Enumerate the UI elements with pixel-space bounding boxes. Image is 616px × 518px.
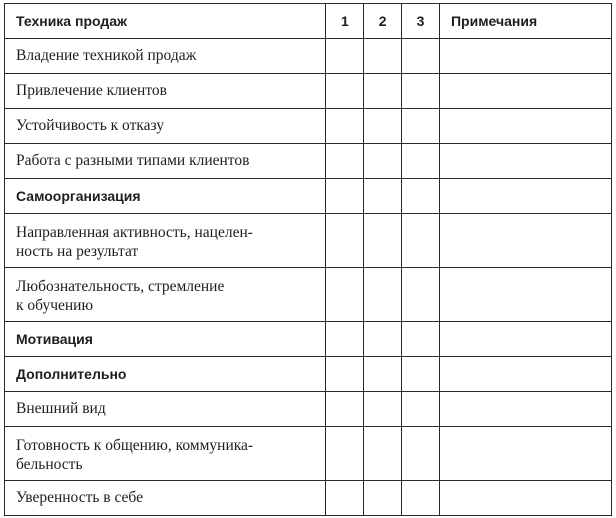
score-2-cell[interactable]	[364, 268, 402, 322]
score-2-cell[interactable]	[364, 144, 402, 179]
header-notes: Примечания	[439, 4, 611, 39]
score-1-cell[interactable]	[326, 74, 364, 109]
criterion-label: Работа с разными типами клиентов	[5, 144, 326, 179]
evaluation-table	[4, 3, 612, 516]
section-header-row	[5, 357, 612, 392]
score-3-cell[interactable]	[402, 179, 440, 214]
score-3-cell[interactable]	[402, 109, 440, 144]
notes-cell[interactable]	[439, 357, 611, 392]
score-2-cell[interactable]	[364, 74, 402, 109]
header-score-3: 3	[402, 4, 440, 39]
criterion-row	[5, 427, 612, 481]
header-score-1: 1	[326, 4, 364, 39]
score-1-cell[interactable]	[326, 109, 364, 144]
score-1-cell[interactable]	[326, 268, 364, 322]
score-3-cell[interactable]	[402, 392, 440, 427]
score-2-cell[interactable]	[364, 109, 402, 144]
header-score-2: 2	[364, 4, 402, 39]
section-title: Мотивация	[5, 322, 326, 357]
criterion-row	[5, 481, 612, 516]
score-1-cell[interactable]	[326, 427, 364, 481]
score-3-cell[interactable]	[402, 144, 440, 179]
score-3-cell[interactable]	[402, 39, 440, 74]
score-3-cell[interactable]	[402, 214, 440, 268]
criterion-row	[5, 392, 612, 427]
notes-cell[interactable]	[439, 214, 611, 268]
notes-cell[interactable]	[439, 179, 611, 214]
score-2-cell[interactable]	[364, 481, 402, 516]
criterion-row	[5, 39, 612, 74]
header-section-title: Техника продаж	[5, 4, 326, 39]
notes-cell[interactable]	[439, 322, 611, 357]
score-2-cell[interactable]	[364, 179, 402, 214]
score-3-cell[interactable]	[402, 268, 440, 322]
score-3-cell[interactable]	[402, 427, 440, 481]
criterion-label-line: к обучению	[16, 296, 94, 314]
criterion-label	[5, 214, 326, 268]
criterion-label	[5, 427, 326, 481]
criterion-label: Внешний вид	[5, 392, 326, 427]
notes-cell[interactable]	[439, 481, 611, 516]
score-2-cell[interactable]	[364, 427, 402, 481]
criterion-label-line: бельность	[16, 455, 83, 473]
notes-cell[interactable]	[439, 39, 611, 74]
criterion-label-line: Готовность к общению, коммуника-	[16, 436, 254, 454]
score-2-cell[interactable]	[364, 392, 402, 427]
criterion-label-line: Любознательность, стремление	[16, 277, 225, 295]
criterion-row	[5, 109, 612, 144]
notes-cell[interactable]	[439, 74, 611, 109]
score-1-cell[interactable]	[326, 214, 364, 268]
notes-cell[interactable]	[439, 392, 611, 427]
score-3-cell[interactable]	[402, 357, 440, 392]
notes-cell[interactable]	[439, 144, 611, 179]
score-1-cell[interactable]	[326, 481, 364, 516]
notes-cell[interactable]	[439, 268, 611, 322]
score-1-cell[interactable]	[326, 357, 364, 392]
score-3-cell[interactable]	[402, 322, 440, 357]
criterion-label: Привлечение клиентов	[5, 74, 326, 109]
score-3-cell[interactable]	[402, 74, 440, 109]
criterion-row	[5, 74, 612, 109]
score-3-cell[interactable]	[402, 481, 440, 516]
score-1-cell[interactable]	[326, 39, 364, 74]
section-title: Дополнительно	[5, 357, 326, 392]
score-2-cell[interactable]	[364, 39, 402, 74]
table-header-row	[5, 4, 612, 39]
criterion-row	[5, 144, 612, 179]
score-1-cell[interactable]	[326, 322, 364, 357]
section-header-row	[5, 322, 612, 357]
criterion-label: Владение техникой продаж	[5, 39, 326, 74]
criterion-label	[5, 268, 326, 322]
criterion-label-line: ность на результат	[16, 242, 139, 260]
criterion-label-line: Направленная активность, нацелен-	[16, 223, 253, 241]
score-1-cell[interactable]	[326, 392, 364, 427]
notes-cell[interactable]	[439, 427, 611, 481]
section-title: Самоорганизация	[5, 179, 326, 214]
score-1-cell[interactable]	[326, 144, 364, 179]
criterion-row	[5, 268, 612, 322]
criterion-row	[5, 214, 612, 268]
criterion-label: Устойчивость к отказу	[5, 109, 326, 144]
criterion-label: Уверенность в себе	[5, 481, 326, 516]
score-2-cell[interactable]	[364, 322, 402, 357]
section-header-row	[5, 179, 612, 214]
notes-cell[interactable]	[439, 109, 611, 144]
score-1-cell[interactable]	[326, 179, 364, 214]
score-2-cell[interactable]	[364, 357, 402, 392]
score-2-cell[interactable]	[364, 214, 402, 268]
